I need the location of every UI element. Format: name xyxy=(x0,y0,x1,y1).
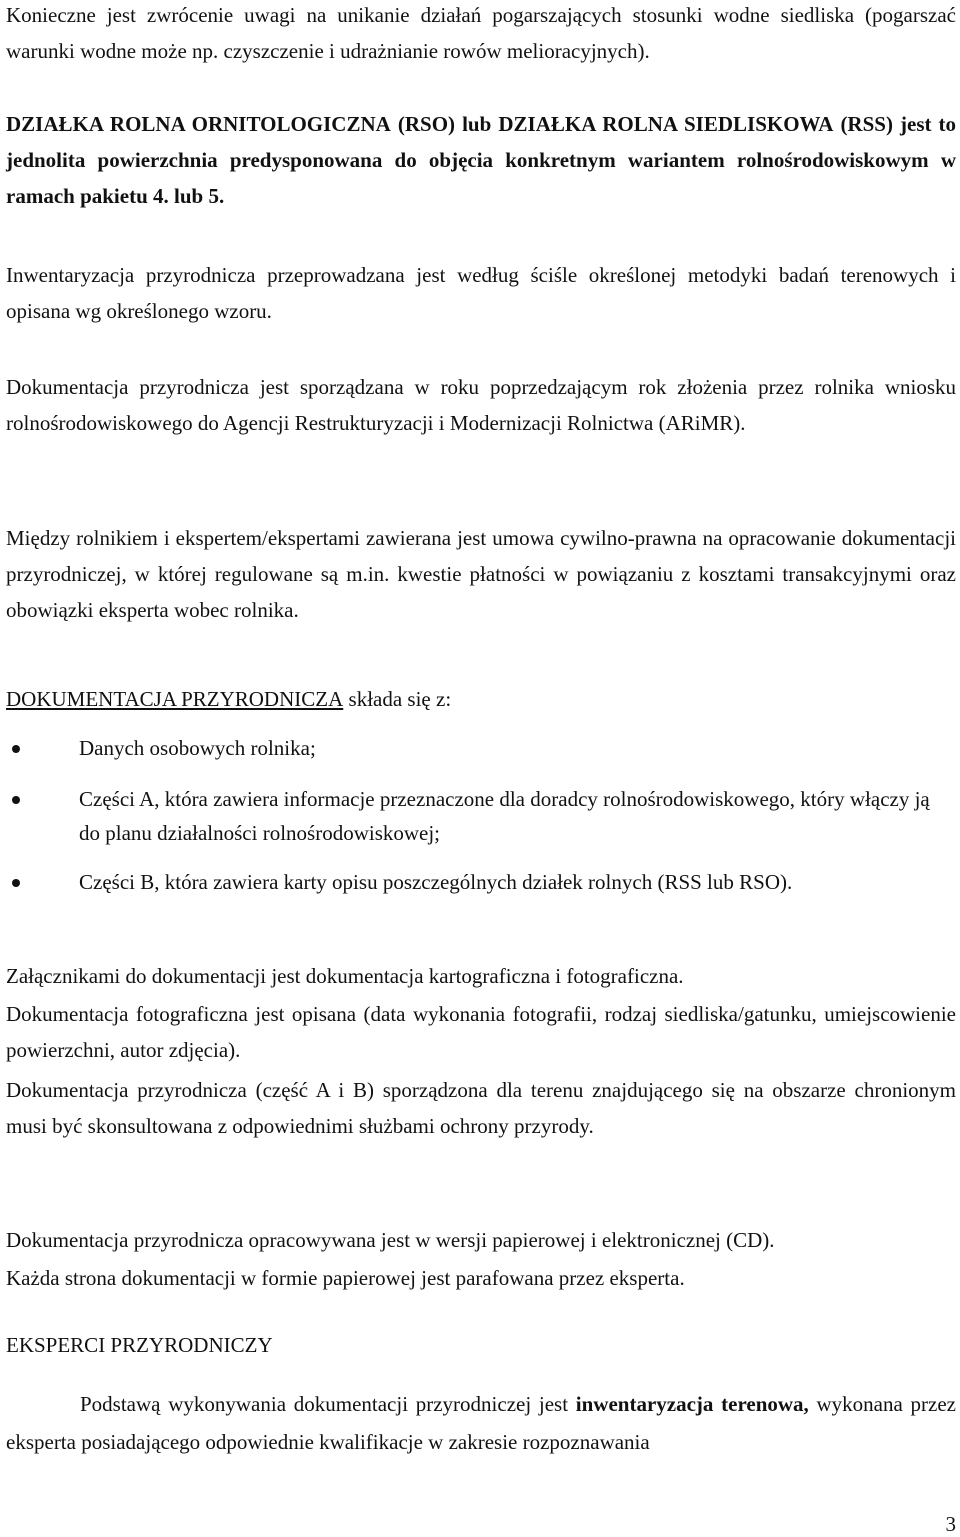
documentation-heading-rest: składa się z: xyxy=(343,687,452,711)
list-item-text: Części A, która zawiera informacje przeznaczone dla doradcy rolnośrodowiskowego, który włączy ją do planu działalności rolnośrodowiskowej; xyxy=(79,787,930,845)
page-number: 3 xyxy=(945,1512,956,1536)
paragraph-documentation-year: Dokumentacja przyrodnicza jest sporządzana w roku poprzedzającym rok złożenia przez rolnika wniosku rolnośrodowiskowego do Agencji Restrukturyzacji i Modernizacji Rolnictwa (ARiMR). xyxy=(6,375,956,435)
paragraph-protected-area: Dokumentacja przyrodnicza (część A i B) sporządzona dla terenu znajdującego się na obszarze chronionym musi być skonsultowana z odpowiednimi służbami ochrony przyrody. xyxy=(6,1078,956,1138)
bullet-icon xyxy=(12,745,20,753)
paragraph-rso-rss-definition xyxy=(6,106,956,214)
paragraph-intro: Konieczne jest zwrócenie uwagi na unikanie działań pogarszających stosunki wodne siedliska (pogarszać warunki wodne może np. czyszczenie i udrażnianie rowów melioracyjnych). xyxy=(6,3,956,63)
paragraph-inventory: Inwentaryzacja przyrodnicza przeprowadzana jest według ściśle określonej metodyki badań terenowych i opisana wg określonego wzoru. xyxy=(6,263,956,323)
paragraph-contract: Między rolnikiem i ekspertem/ekspertami zawierana jest umowa cywilno-prawna na opracowanie dokumentacji przyrodniczej, w której regulowane są m.in. kwestie płatności w powiązaniu z kosztami transakcyjnymi oraz obowiązki eksperta wobec rolnika. xyxy=(6,526,956,622)
rss-term: DZIAŁKA ROLNA SIEDLISKOWA xyxy=(498,112,834,136)
paragraph-paper-electronic: Dokumentacja przyrodnicza opracowywana jest w wersji papierowej i elektronicznej (CD). xyxy=(6,1228,775,1252)
paragraph-initialed: Każda strona dokumentacji w formie papierowej jest parafowana przez eksperta. xyxy=(6,1266,685,1290)
experts-heading: EKSPERCI PRZYRODNICZY xyxy=(6,1333,273,1357)
rso-abbr: (RSO) lub xyxy=(397,112,492,136)
basis-bold: inwentaryzacja terenowa, xyxy=(575,1392,809,1416)
rso-term: DZIAŁKA ROLNA ORNITOLOGICZNA xyxy=(6,112,391,136)
basis-start: Podstawą wykonywania dokumentacji przyrodniczej jest xyxy=(80,1392,576,1416)
rss-definition-rest: (RSS) jest to jednolita powierzchnia predysponowana do objęcia konkretnym wariantem rolnośrodowiskowym w ramach pakietu 4. lub 5. xyxy=(6,112,957,208)
list-item-text: Części B, która zawiera karty opisu poszczególnych działek rolnych (RSS lub RSO). xyxy=(79,870,793,894)
basis-end: wykonana przez eksperta posiadającego odpowiednie kwalifikacje w zakresie rozpoznawania xyxy=(6,1392,956,1454)
documentation-heading-term: DOKUMENTACJA PRZYRODNICZA xyxy=(6,687,344,711)
list-item-text: Danych osobowych rolnika; xyxy=(79,736,316,760)
documentation-heading xyxy=(6,681,451,717)
bullet-icon xyxy=(12,879,20,887)
paragraph-attachments: Załącznikami do dokumentacji jest dokumentacja kartograficzna i fotograficzna. xyxy=(6,964,684,988)
paragraph-basis xyxy=(6,1385,956,1461)
bullet-icon xyxy=(12,796,20,804)
paragraph-photo-documentation: Dokumentacja fotograficzna jest opisana (data wykonania fotografii, rodzaj siedliska/gatunku, umiejscowienie powierzchni, autor zdjęcia). xyxy=(6,1002,956,1062)
